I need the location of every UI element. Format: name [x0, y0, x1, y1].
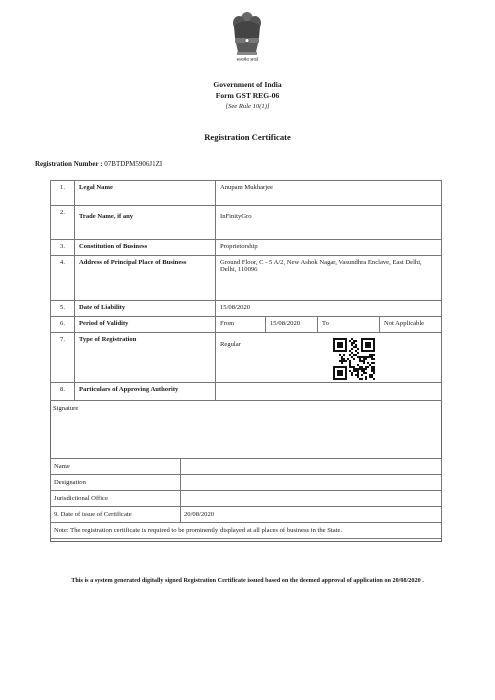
row-number: 2. [51, 206, 75, 240]
validity-from-value: 15/08/2020 [266, 317, 318, 333]
registration-number-value: 07BTDPM5906J1ZI [104, 160, 163, 168]
constitution-value: Proprietorship [216, 240, 442, 256]
name-label: Name [51, 459, 181, 475]
display-note: Note: The registration certificate is required to be prominently displayed at all places of business in the State. [51, 523, 442, 539]
system-generated-note: This is a system generated digitally signed Registration Certificate issued based on the deemed approval of application on 20/08/2020 . [71, 577, 424, 584]
table-row [51, 459, 442, 475]
signature-label: Signature [53, 405, 79, 412]
designation-value [181, 475, 442, 491]
jurisdictional-office-value [181, 491, 442, 507]
row-label: Constitution of Business [75, 240, 216, 256]
row-number: 7. [51, 333, 75, 383]
qr-code-icon [333, 338, 375, 380]
table-row [51, 240, 442, 256]
table-row [51, 181, 442, 206]
table-row [51, 317, 442, 333]
row-label: Address of Principal Place of Business [75, 256, 216, 301]
certificate-details-table [50, 180, 442, 401]
row-label: Trade Name, if any [75, 206, 216, 240]
row-label: Type of Registration [75, 333, 216, 383]
jurisdictional-office-label: Jurisdictional Office [51, 491, 181, 507]
designation-label: Designation [51, 475, 181, 491]
row-number: 8. [51, 383, 75, 401]
row-number: 1. [51, 181, 75, 206]
legal-name-value: Anupam Mukharjee [216, 181, 442, 206]
row-number: 5. [51, 301, 75, 317]
row-label: Legal Name [75, 181, 216, 206]
table-row [51, 206, 442, 240]
registration-number-line [35, 160, 162, 168]
table-row [51, 507, 442, 523]
name-value [181, 459, 442, 475]
row-number: 3. [51, 240, 75, 256]
form-title: Form GST REG-06 [215, 91, 280, 100]
address-value: Ground Floor, C - 5 A/2, New Ashok Nagar, Vasundhra Enclave, East Delhi, Delhi, 110096 [216, 256, 442, 301]
table-row [51, 383, 442, 401]
liability-date-value: 15/08/2020 [216, 301, 442, 317]
table-row [51, 256, 442, 301]
validity-from-label: From [216, 317, 266, 333]
table-row [51, 333, 442, 383]
row-label: Date of Liability [75, 301, 216, 317]
row-number: 4. [51, 256, 75, 301]
row-label: Particulars of Approving Authority [75, 383, 216, 401]
approving-authority-value [216, 383, 442, 401]
trade-name-value: InFinityGro [216, 206, 442, 240]
approving-authority-table [50, 458, 442, 539]
row-number: 6. [51, 317, 75, 333]
issue-date-label: 9. Date of issue of Certificate [51, 507, 181, 523]
issue-date-value: 20/08/2020 [181, 507, 442, 523]
validity-to-label: To [318, 317, 380, 333]
certificate-title: Registration Certificate [204, 132, 291, 142]
table-row [51, 491, 442, 507]
table-row [51, 475, 442, 491]
registration-type-value: Regular [216, 333, 442, 383]
validity-to-value: Not Applicable [380, 317, 442, 333]
government-title: Government of India [213, 80, 282, 89]
rule-reference: [See Rule 10(1)] [225, 103, 270, 110]
emblem-motto: सत्यमेव जयते [236, 57, 259, 62]
table-row [51, 523, 442, 539]
row-label: Period of Validity [75, 317, 216, 333]
table-row [51, 301, 442, 317]
registration-number-label: Registration Number : [35, 160, 103, 168]
